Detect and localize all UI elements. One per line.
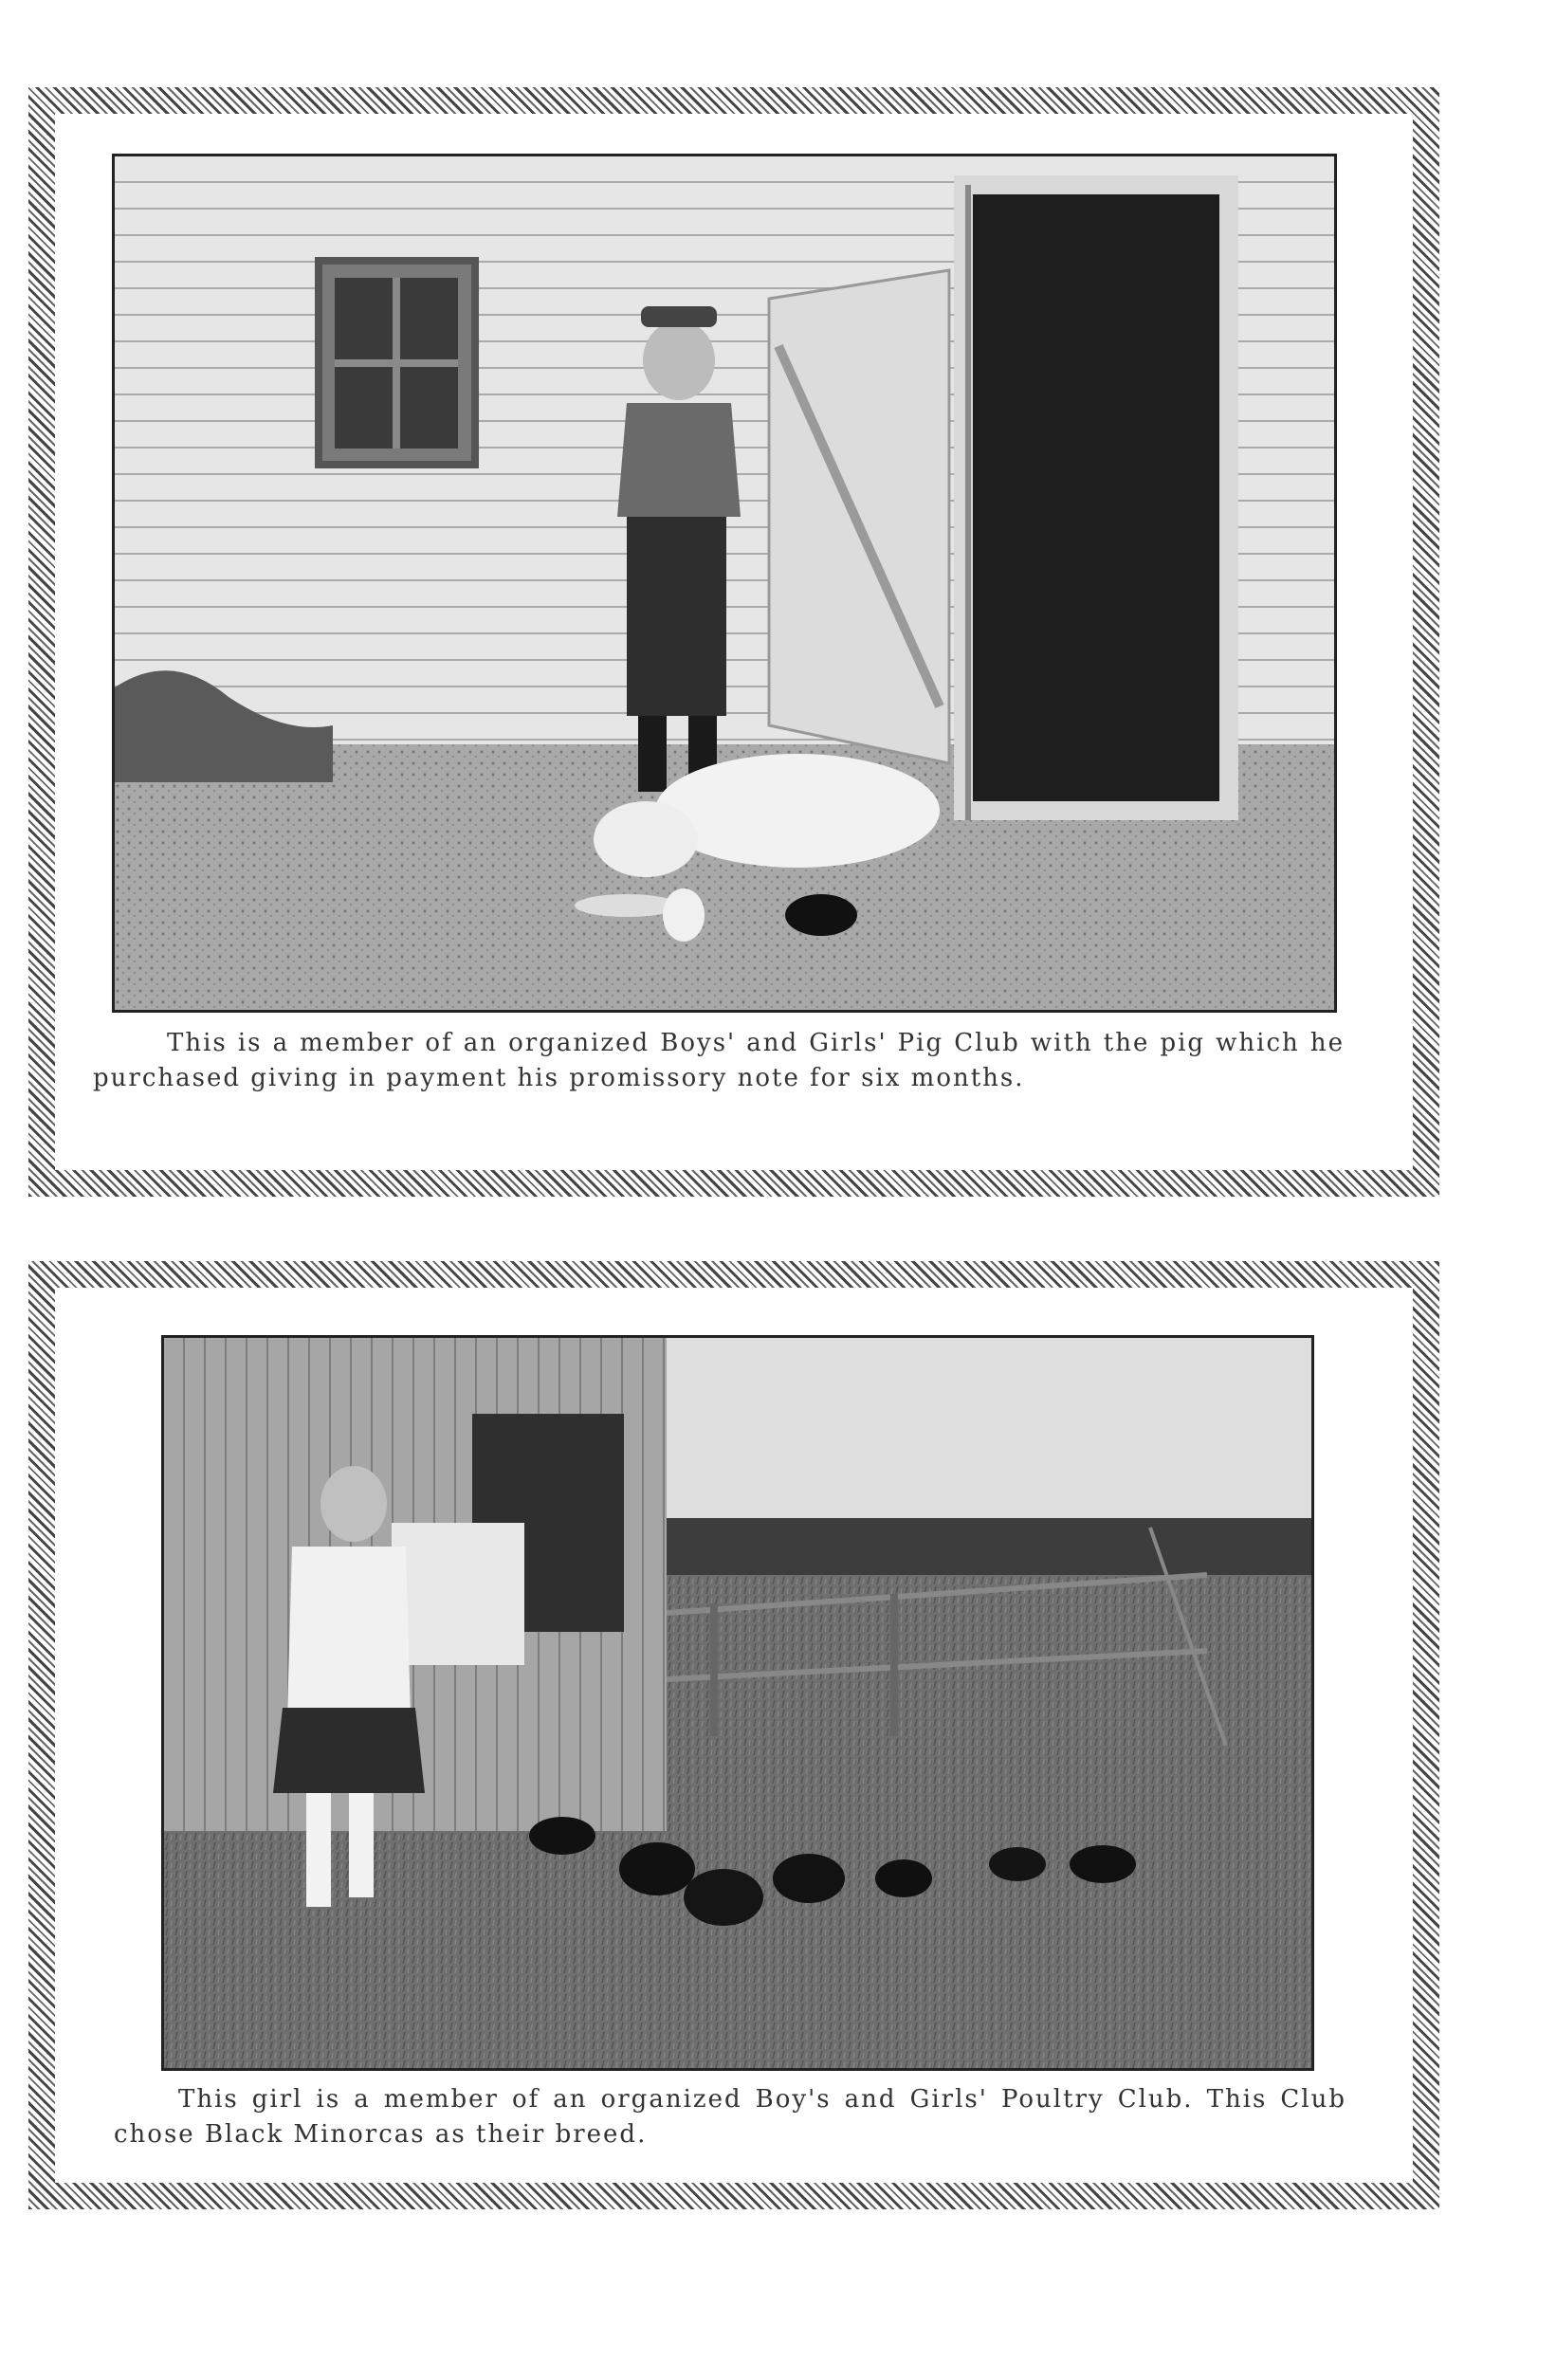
pig-club-illustration [115, 156, 1334, 1010]
poultry-club-photo [161, 1335, 1314, 2071]
pig-club-photo [112, 154, 1337, 1013]
photo-panel-pig-club [28, 87, 1439, 1197]
poultry-club-caption: This girl is a member of an organized Boy's and Girls' Poultry Club. This Club chose Black Minorcas as their breed. [114, 2085, 1346, 2149]
pig-club-caption: This is a member of an organized Boys' and Girls' Pig Club with the pig which he purchased giving in payment his promissory note for six months. [93, 1029, 1345, 1092]
poultry-club-illustration [164, 1338, 1311, 2068]
photo-panel-poultry-club [28, 1261, 1439, 2209]
